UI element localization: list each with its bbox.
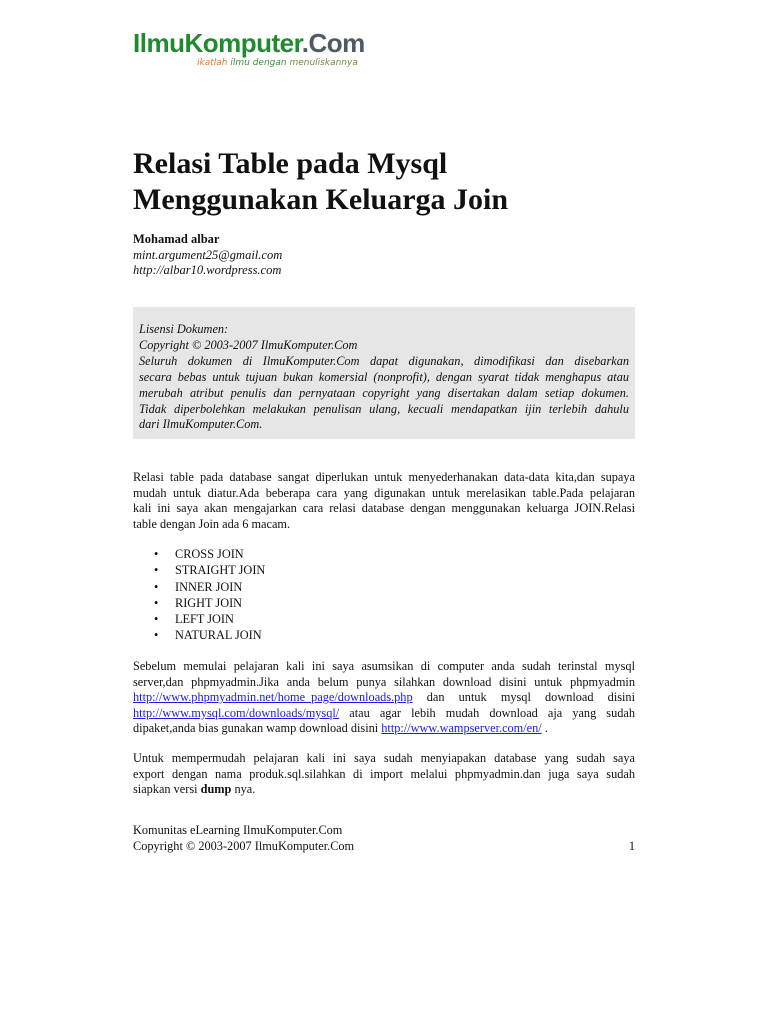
license-box bbox=[133, 307, 635, 439]
logo-suffix: .Com bbox=[301, 28, 365, 58]
install-paragraph bbox=[133, 659, 635, 737]
logo-tagline: ikatlah ilmu dengan menuliskannya bbox=[197, 58, 358, 68]
bullet-icon: • bbox=[154, 547, 159, 561]
site-logo bbox=[133, 28, 373, 69]
bullet-icon: • bbox=[154, 563, 159, 578]
license-line: dari IlmuKomputer.Com. bbox=[139, 417, 263, 432]
paragraph-line: dipaket,anda bias gunakan wamp download disini http://www.wampserver.com/en/ . bbox=[133, 721, 548, 736]
list-item: • STRAIGHT JOIN bbox=[154, 563, 266, 578]
license-line: Copyright © 2003-2007 IlmuKomputer.Com bbox=[139, 337, 358, 352]
license-line: Tidak diperbolehkan melakukan penulisan ulang, kecuali mendapatkan ijin terlebih dahulu bbox=[139, 401, 629, 416]
list-item: • CROSS JOIN bbox=[154, 547, 244, 561]
license-line: secara bebas untuk tujuan bukan komersial (nonprofit), dengan syarat tidak menghapus atau bbox=[139, 369, 629, 384]
wampserver-download-link[interactable]: http://www.wampserver.com/en/ bbox=[381, 721, 542, 736]
document-title bbox=[133, 146, 653, 218]
paragraph-line: Sebelum memulai pelajaran kali ini saya asumsikan di computer anda sudah terinstal mysql bbox=[133, 659, 635, 673]
title-line-1: Relasi Table pada Mysql bbox=[133, 147, 448, 180]
paragraph-line: Untuk mempermudah pelajaran kali ini saya sudah menyiapakan database yang sudah saya bbox=[133, 751, 635, 765]
intro-paragraph bbox=[133, 470, 635, 532]
author-name: Mohamad albar bbox=[133, 232, 220, 246]
paragraph-line: http://www.mysql.com/downloads/mysql/ atau agar lebih mudah download aja yang sudah bbox=[133, 705, 635, 720]
footer-copyright: Copyright © 2003-2007 IlmuKomputer.Com bbox=[133, 838, 355, 853]
paragraph-line: export dengan nama produk.sql.silahkan di import melalui phpmyadmin.dan juga saya sudah bbox=[133, 766, 635, 781]
author-block bbox=[133, 232, 282, 279]
paragraph-line: http://www.phpmyadmin.net/home_page/downloads.php dan untuk mysql download disini bbox=[133, 690, 635, 705]
license-line: merubah atribut penulis dan pernyataan copyright yang disertakan dalam setiap dokumen. bbox=[139, 385, 629, 400]
list-item: • RIGHT JOIN bbox=[154, 595, 243, 610]
logo-wordmark bbox=[133, 28, 373, 58]
footer-community: Komunitas eLearning IlmuKomputer.Com bbox=[133, 823, 343, 837]
phpmyadmin-download-link[interactable]: http://www.phpmyadmin.net/home_page/downloads.php bbox=[133, 690, 413, 705]
license-line: Lisensi Dokumen: bbox=[139, 322, 229, 336]
dump-keyword: dump bbox=[200, 782, 232, 797]
bullet-icon: • bbox=[154, 579, 159, 594]
page-number: 1 bbox=[628, 838, 635, 853]
paragraph-line: Relasi table pada database sangat diperlukan untuk menyederhanakan data-data kita,dan supaya bbox=[133, 470, 635, 484]
list-item: • NATURAL JOIN bbox=[154, 628, 262, 643]
paragraph-line: siapkan versi dump nya. bbox=[133, 782, 256, 797]
paragraph-line: mudah untuk diatur.Ada beberapa cara yang digunakan untuk merelasikan table.Pada pelajaran bbox=[133, 485, 635, 500]
author-website: http://albar10.wordpress.com bbox=[133, 263, 282, 277]
page-footer bbox=[133, 823, 635, 854]
export-paragraph bbox=[133, 751, 635, 798]
logo-brand: IlmuKomputer bbox=[133, 28, 302, 58]
author-email: mint.argument25@gmail.com bbox=[133, 247, 283, 262]
list-item: • INNER JOIN bbox=[154, 579, 243, 594]
paragraph-line: kali ini saya akan mengajarkan cara relasi database dengan menggunakan keluarga JOIN.Relasi bbox=[133, 501, 635, 516]
mysql-download-link[interactable]: http://www.mysql.com/downloads/mysql/ bbox=[133, 705, 340, 720]
join-types-list bbox=[133, 546, 433, 644]
bullet-icon: • bbox=[154, 612, 159, 627]
list-item: • LEFT JOIN bbox=[154, 612, 234, 627]
bullet-icon: • bbox=[154, 595, 159, 610]
paragraph-line: server,dan phpmyadmin.Jika anda belum punya silahkan download disini untuk phpmyadmin bbox=[133, 674, 635, 689]
paragraph-line: table dengan Join ada 6 macam. bbox=[133, 516, 291, 531]
bullet-icon: • bbox=[154, 628, 159, 643]
title-line-2: Menggunakan Keluarga Join bbox=[133, 183, 509, 216]
license-line: Seluruh dokumen di IlmuKomputer.Com dapat digunakan, dimodifikasi dan disebarkan bbox=[139, 353, 629, 368]
